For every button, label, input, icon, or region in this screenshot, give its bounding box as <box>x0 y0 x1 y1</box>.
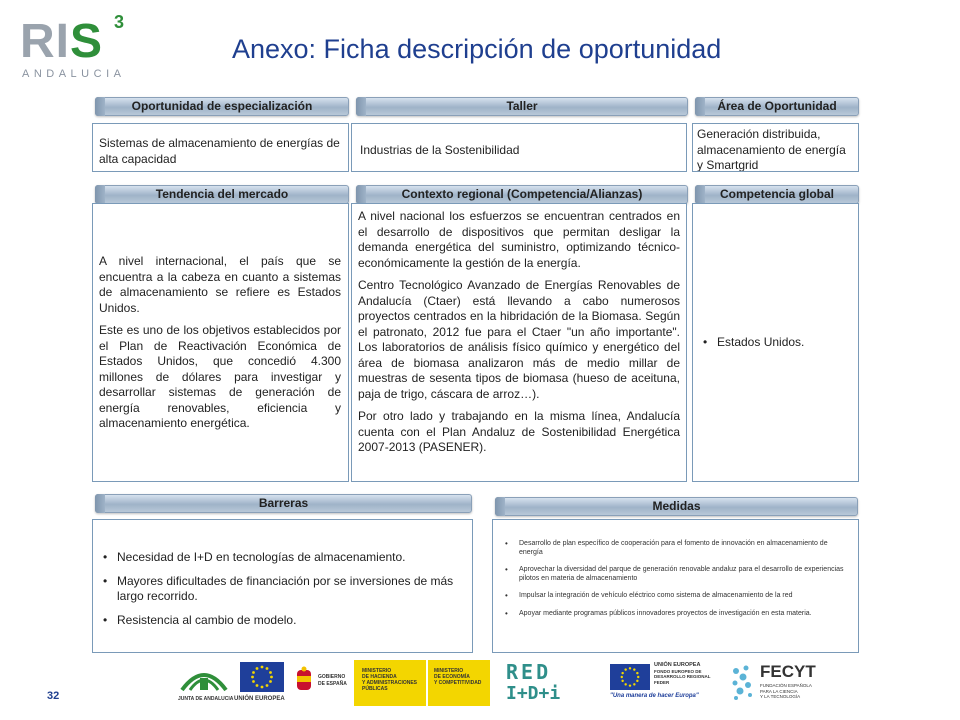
fecyt-dots-icon <box>730 663 756 703</box>
area-text: Generación distribuida, almacenamiento de energía y Smartgrid <box>697 127 846 172</box>
hacienda-line: DE HACIENDA <box>362 674 397 680</box>
ministerio-economia-logo <box>428 660 490 706</box>
economia-line: MINISTERIO <box>434 668 464 674</box>
barreras-item: • Necesidad de I+D en tecnologías de almacenamiento. <box>97 550 460 566</box>
box-medidas <box>492 519 859 653</box>
header-tendencia: Tendencia del mercado <box>95 185 349 204</box>
barreras-item: • Mayores dificultades de financiación por se inversiones de más largo recorrido. <box>97 574 460 605</box>
idi-text: I+D+i <box>506 683 561 704</box>
hacienda-text <box>362 668 422 692</box>
fecyt-line: FUNDACIÓN ESPAÑOLA <box>760 683 812 688</box>
spain-crest-icon <box>294 666 314 696</box>
gobierno-line: GOBIERNO <box>318 674 346 680</box>
box-taller <box>351 123 687 172</box>
header-barreras: Barreras <box>95 494 472 513</box>
feder-motto: "Una manera de hacer Europa" <box>610 693 699 699</box>
fecyt-text: FECYT <box>760 662 816 681</box>
gobierno-text <box>318 674 354 688</box>
junta-emblem-icon <box>178 660 230 694</box>
contexto-paragraph-3: Por otro lado y trabajando en la misma línea, Andalucía cuenta con el Plan Andaluz de Sostenibilidad Energética 2007-2013 (PASENER). <box>358 409 680 454</box>
eu-flag-icon <box>240 662 284 692</box>
feder-line: UNIÓN EUROPEA <box>654 662 701 668</box>
tendencia-paragraph-1: A nivel internacional, el país que se encuentra a la cabeza en cuanto a sistemas de almacenamiento se refiere es Estados Unidos. <box>99 254 341 315</box>
junta-andalucia-logo <box>178 660 234 706</box>
red-text: RED <box>506 660 552 684</box>
header-oportunidad: Oportunidad de especialización <box>95 97 349 116</box>
footer-logos <box>172 660 872 706</box>
economia-text <box>434 668 486 686</box>
oportunidad-text: Sistemas de almacenamiento de energías de alta capacidad <box>99 136 340 166</box>
logo-subtitle: ANDALUCIA <box>22 68 126 80</box>
logo-s: S <box>70 15 104 68</box>
feder-line: FONDO EUROPEO DE <box>654 668 702 674</box>
gobierno-line: DE ESPAÑA <box>318 681 347 687</box>
logo-superscript: 3 <box>114 12 125 32</box>
fecyt-line: Y LA TECNOLOGÍA <box>760 694 801 699</box>
gobierno-logo <box>292 660 352 706</box>
feder-logo <box>608 660 718 706</box>
box-barreras <box>92 519 473 653</box>
header-taller: Taller <box>356 97 688 116</box>
competencia-list <box>697 335 854 351</box>
fecyt-subtext <box>760 683 830 700</box>
tendencia-paragraph-2: Este es uno de los objetivos establecidos por el Plan de Reactivación Económica de Estados Unidos, que concedió 4.300 millones de dólares para investigar y desarrollar sistemas de generación de energía renovables, eficiencia y almacenamiento energética. <box>99 323 341 430</box>
box-area <box>692 123 859 172</box>
red-idi-logo <box>502 660 588 706</box>
eu-text: UNIÓN EUROPEA <box>234 696 285 702</box>
header-contexto: Contexto regional (Competencia/Alianzas) <box>356 185 688 204</box>
feder-line: FEDER <box>654 679 670 685</box>
feder-line: DESARROLLO REGIONAL <box>654 674 711 679</box>
taller-text: Industrias de la Sostenibilidad <box>360 143 520 157</box>
header-medidas: Medidas <box>495 497 858 516</box>
barreras-list <box>97 550 460 628</box>
fecyt-line: PARA LA CIENCIA <box>760 688 798 694</box>
box-oportunidad <box>92 123 349 172</box>
contexto-paragraph-1: A nivel nacional los esfuerzos se encuentran centrados en el desarrollo de dispositivos que permitan desligar la demanda energética del suministro, optimizando técnico-económicamente la gestión de la energía. <box>358 209 680 270</box>
box-competencia <box>692 203 859 482</box>
medidas-item: • Aprovechar la diversidad del parque de generación renovable andaluz para el desarrollo de experiencias pilotos en materia de almacenamiento <box>495 566 850 583</box>
contexto-paragraph-2: Centro Tecnológico Avanzado de Energías Renovables de Andalucía (Ctaer) está llevando a cabo numerosos proyectos centrados en la hibridación de la Biomasa. Según el patronato, 2012 fue para el Ctaer "un año importante". Los laboratorios de análisis físico químico y energético del área de biomasa analizaron más de medio millar de muestras de sesenta tipos de biomasa (hueso de aceituna, paja de trigo, cáscara de arroz…). <box>358 278 680 401</box>
medidas-item: • Desarrollo de plan específico de cooperación para el fomento de innovación en almacenamiento de energía <box>495 540 850 557</box>
competencia-item: • Estados Unidos. <box>697 335 854 351</box>
eu-logo <box>234 660 292 706</box>
logo-main: RI <box>20 15 70 68</box>
page-number: 32 <box>47 690 60 702</box>
fecyt-logo <box>728 660 828 706</box>
ministerio-hacienda-logo <box>354 660 426 706</box>
box-tendencia <box>92 203 349 482</box>
hacienda-line: MINISTERIO <box>362 668 392 674</box>
medidas-item: • Apoyar mediante programas públicos innovadores proyectos de investigación en esta materia. <box>495 610 850 619</box>
page-title: Anexo: Ficha descripción de oportunidad <box>232 34 722 64</box>
hacienda-line: Y ADMINISTRACIONES PÚBLICAS <box>362 680 418 692</box>
economia-line: Y COMPETITIVIDAD <box>434 680 482 686</box>
medidas-list <box>495 540 850 618</box>
barreras-item: • Resistencia al cambio de modelo. <box>97 613 460 629</box>
junta-text: JUNTA DE ANDALUCIA <box>178 696 234 702</box>
logo-text <box>20 16 103 68</box>
feder-text <box>654 663 720 685</box>
feder-flag-icon <box>610 664 650 690</box>
economia-line: DE ECONOMÍA <box>434 674 470 680</box>
box-contexto <box>351 203 687 482</box>
header-area: Área de Oportunidad <box>695 97 859 116</box>
medidas-item: • Impulsar la integración de vehículo eléctrico como sistema de almacenamiento de la red <box>495 592 850 601</box>
ris3-logo <box>20 12 132 82</box>
header-competencia: Competencia global <box>695 185 859 204</box>
